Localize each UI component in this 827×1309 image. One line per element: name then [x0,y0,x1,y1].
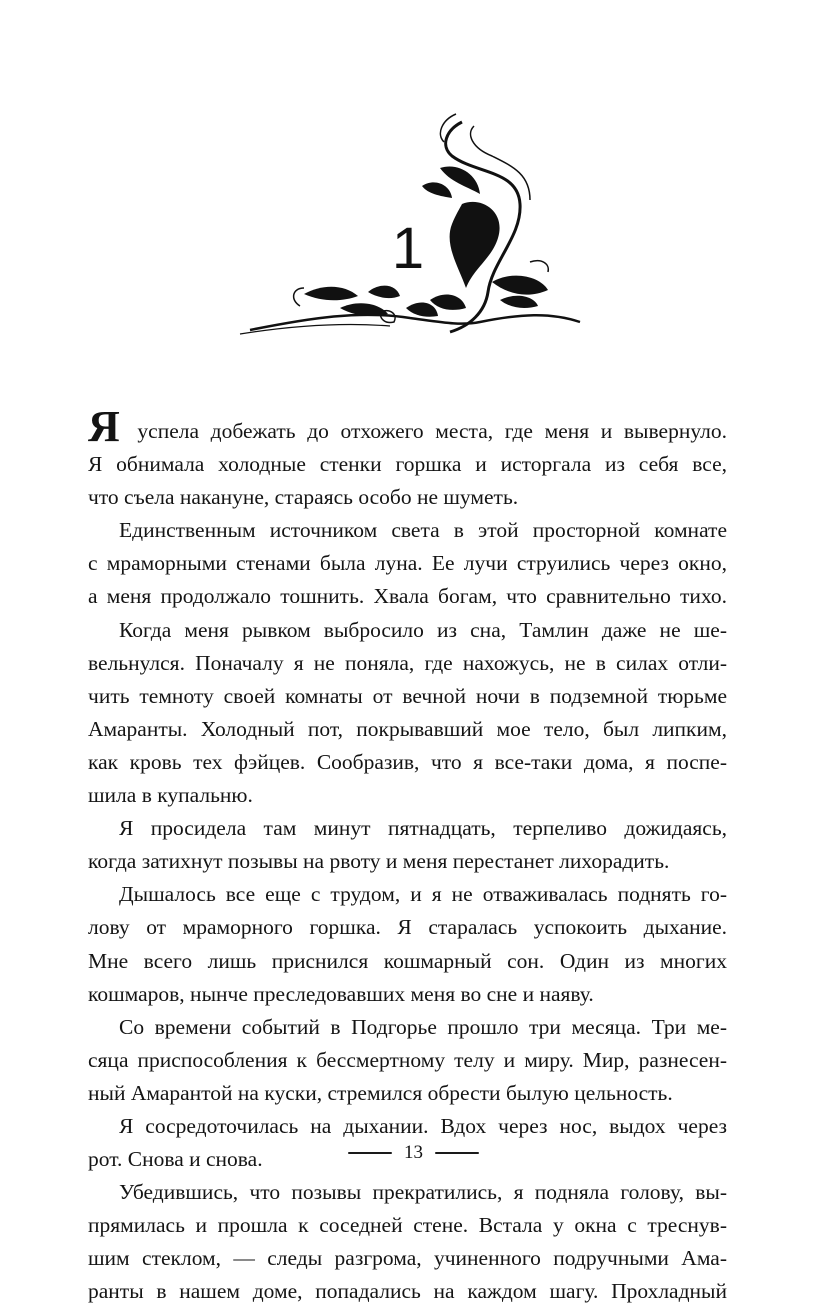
paragraph-line: шим стеклом, — следы разгрома, учиненного подручными Ама- [88,1246,727,1271]
paragraph-line: ранты в нашем доме, попадались на каждом шагу. Прохладный [88,1279,727,1304]
paragraph-line: а меня продолжало тошнить. Хвала богам, что сравнительно тихо. [88,584,727,609]
paragraph-line: лову от мраморного горшка. Я старалась успокоить дыхание. [88,915,727,940]
paragraph-line: что съела накануне, стараясь особо не шуметь. [88,485,519,510]
paragraph-line: Со времени событий в Подгорье прошло три месяца. Три ме- [119,1014,727,1039]
paragraph-line: Я обнимала холодные стенки горшка и исторгала из себя все, [88,452,727,477]
paragraph-line: рот. Снова и снова. [88,1147,263,1172]
paragraph-line: Мне всего лишь приснился кошмарный сон. Один из многих [88,948,727,973]
paragraph-line: прямилась и прошла к соседней стене. Встала у окна с треснув- [88,1213,727,1238]
drop-cap: Я [88,402,120,451]
paragraph-line: Я сосредоточилась на дыхании. Вдох через нос, выдох через [119,1113,727,1138]
page-footer [0,1138,827,1168]
paragraph-line: вельнулся. Поначалу я не поняла, где нахожусь, не в силах отли- [88,650,727,675]
footer-dash-right [435,1152,479,1154]
page-number: 13 [404,1142,423,1163]
paragraph-line: Когда меня рывком выбросило из сна, Тамлин даже не ше- [119,617,727,642]
body-text [88,402,727,1309]
paragraph-line: с мраморными стенами была луна. Ее лучи струились через окно, [88,551,727,576]
paragraph-line: Убедившись, что позывы прекратились, я подняла голову, вы- [119,1180,727,1205]
paragraph-line: ный Амарантой на куски, стремился обрести былую цельность. [88,1080,673,1105]
paragraph-line: Дышалось все еще с трудом, и я не отваживалась поднять го- [119,882,727,907]
paragraph-line: кошмаров, нынче преследовавших меня во сне и наяву. [88,981,594,1006]
paragraph-line: как кровь тех фэйцев. Сообразив, что я все-таки дома, я поспе- [88,749,727,774]
paragraph-line: Амаранты. Холодный пот, покрывавший мое тело, был липким, [88,716,727,741]
footer-dash-left [348,1152,392,1154]
chapter-number: 1 [391,216,425,281]
paragraph-line: сяца приспособления к бессмертному телу и миру. Мир, разнесен- [88,1047,727,1072]
paragraph-line: чить темноту своей комнаты от вечной ночи в подземной тюрьме [88,683,727,708]
paragraph-line: Я просидела там минут пятнадцать, терпеливо дожидаясь, [119,816,727,841]
paragraph-line: шила в купальню. [88,783,253,808]
paragraph-line: когда затихнут позывы на рвоту и меня перестанет лихорадить. [88,849,670,874]
paragraph: Я успела добежать до отхожего места, где меня и вывернуло. [88,402,727,451]
paragraph-line: Единственным источником света в этой просторной комнате [119,518,727,543]
